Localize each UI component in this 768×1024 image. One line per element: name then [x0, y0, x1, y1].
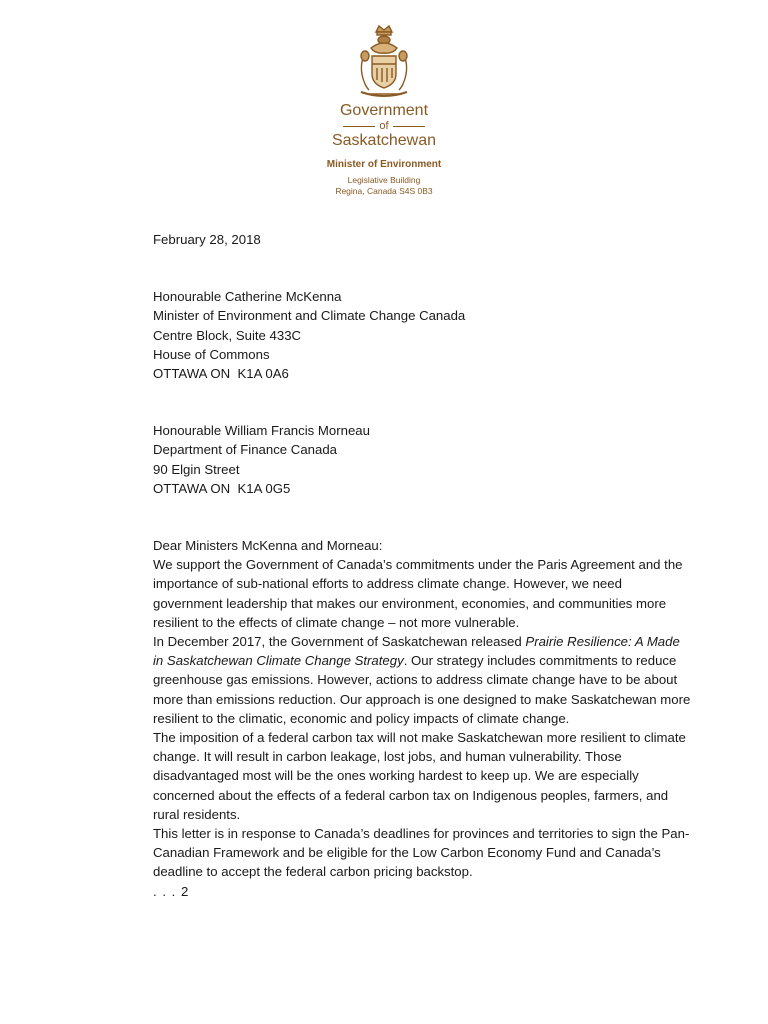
- address-line: Minister of Environment and Climate Change Canada: [153, 308, 466, 324]
- address-line: Centre Block, Suite 433C: [153, 327, 302, 343]
- recipient-address-2: [153, 421, 693, 498]
- continuation-marker: . . . 2: [153, 883, 190, 899]
- of-label: of: [379, 120, 389, 132]
- paragraph-1: We support the Government of Canada’s commitments under the Paris Agreement and the importance of sub-national efforts to address climate change. However, we need government leadership that makes our environment, economies, and communities more resilient to the effects of climate change – not more vulnerable.: [153, 557, 683, 630]
- city-address: Regina, Canada S4S 0B3: [335, 186, 433, 196]
- address-line: Department of Finance Canada: [153, 442, 338, 458]
- address-line: House of Commons: [153, 346, 270, 362]
- address-line: Honourable Catherine McKenna: [153, 289, 342, 305]
- letterhead: [0, 24, 768, 197]
- letter-date: February 28, 2018: [153, 232, 261, 247]
- salutation: Dear Ministers McKenna and Morneau:: [153, 538, 383, 554]
- recipient-address-1: [153, 287, 693, 383]
- paragraph-3: The imposition of a federal carbon tax will not make Saskatchewan more resilient to climate change. It will result in carbon leakage, lost jobs, and human vulnerability. Those disadvantaged most will be the ones working hardest to keep up. We are especially concerned about the effects of a federal carbon tax on Indigenous peoples, farmers, and rural residents.: [153, 730, 686, 822]
- address-line: Honourable William Francis Morneau: [153, 423, 370, 439]
- paragraph-4: This letter is in response to Canada’s deadlines for provinces and territories to sign the Pan-Canadian Framework and be eligible for the Low Carbon Economy Fund and Canada’s deadline to accept the federal carbon pricing backstop.: [153, 826, 690, 880]
- letter-body: [153, 230, 693, 901]
- address-line: OTTAWA ON K1A 0G5: [153, 480, 291, 496]
- address-line: 90 Elgin Street: [153, 461, 240, 477]
- address-line: OTTAWA ON K1A 0A6: [153, 366, 289, 382]
- divider-left: [343, 126, 375, 127]
- government-of: [343, 120, 424, 132]
- divider-right: [393, 126, 425, 127]
- paragraph-2-text-a: In December 2017, the Government of Saskatchewan released: [153, 634, 526, 650]
- province-name: Saskatchewan: [331, 132, 437, 149]
- minister-title: Minister of Environment: [326, 159, 442, 170]
- coat-of-arms-icon: [353, 24, 415, 102]
- government-title: Government: [339, 102, 429, 119]
- strategy-title: Prairie Resilience: A Made in Saskatchewan Climate Change Strategy: [153, 634, 680, 669]
- paragraph-2-text-b: . Our strategy includes commitments to reduce greenhouse gas emissions. However, actions to address climate change have to be about more than emissions reduction. Our approach is one designed to make Saskatchewan more resilient to the climatic, economic and policy impacts of climate change.: [153, 653, 691, 726]
- paragraph-2: [153, 632, 693, 728]
- building-address: Legislative Building: [347, 175, 421, 185]
